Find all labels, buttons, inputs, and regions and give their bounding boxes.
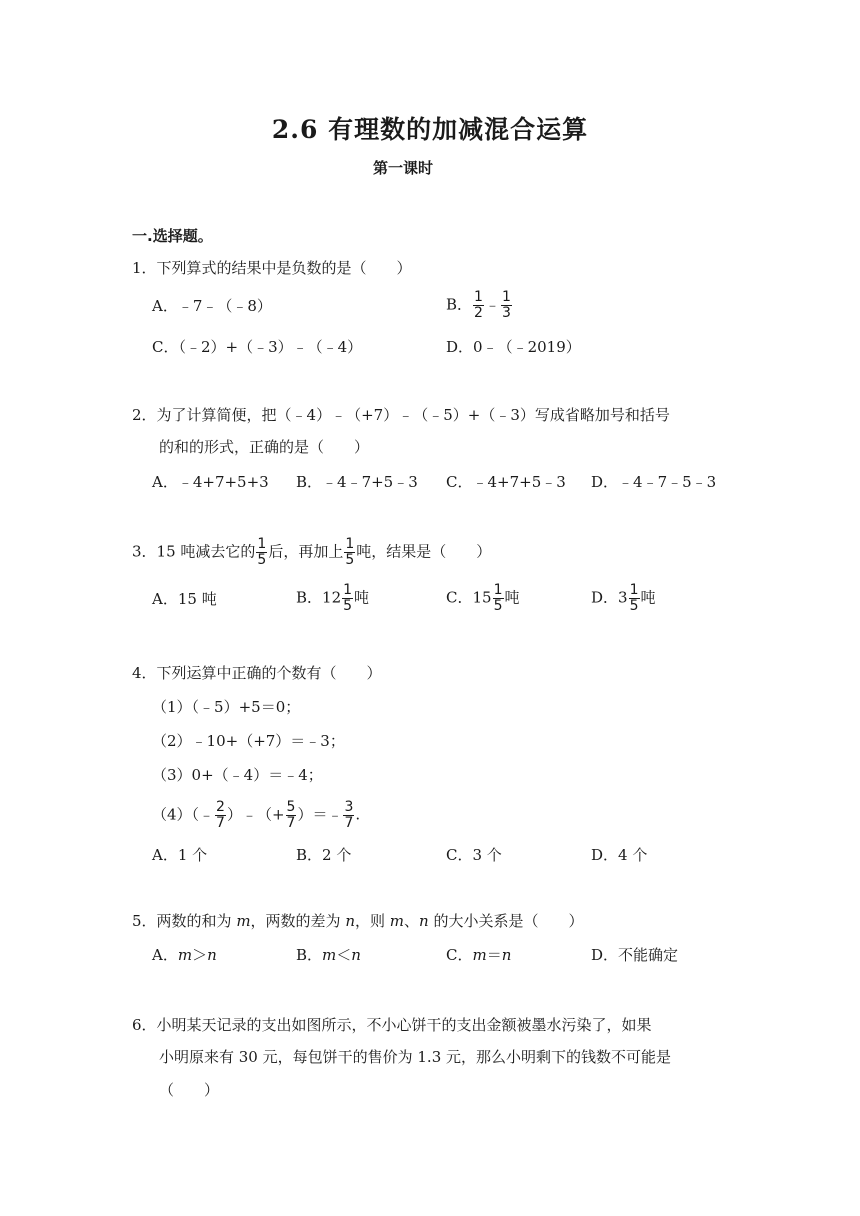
fraction-denominator: 7	[286, 815, 296, 831]
q2-option-a: A．﹣4+7+5+3	[152, 473, 269, 491]
fraction-numerator: 3	[344, 799, 354, 815]
q5-option-a	[152, 945, 217, 965]
fraction-numerator: 2	[216, 799, 225, 815]
fraction-numerator: 1	[493, 582, 503, 598]
section-title: 一.选择题。	[132, 227, 213, 245]
fraction-numerator: 1	[257, 536, 267, 552]
page-subtitle: 第一课时	[373, 159, 434, 177]
unit: 吨	[504, 588, 520, 607]
relation-sign: ＜	[336, 946, 352, 964]
q5-stem-part: 的大小关系是（ ）	[428, 912, 584, 930]
fraction-denominator: 5	[493, 598, 503, 614]
variable-m: m	[472, 946, 487, 964]
q4-item-4-part: ）＝﹣	[297, 805, 343, 824]
option-prefix: C．	[446, 946, 473, 964]
q5-option-b	[296, 945, 361, 965]
variable-n: n	[501, 946, 512, 964]
variable-m: m	[236, 912, 251, 930]
fraction	[629, 583, 640, 614]
q4-item-4-part: ）﹣（+	[226, 805, 285, 824]
q3-stem-part: 吨，结果是（ ）	[356, 542, 492, 561]
unit: 吨	[354, 588, 370, 607]
q3-option-a: A．15 吨	[152, 590, 217, 608]
q1-option-a: A．﹣7﹣（﹣8）	[152, 297, 272, 315]
fraction-denominator: 5	[257, 552, 267, 568]
fraction	[473, 290, 484, 321]
q5-stem-part: 、	[404, 912, 420, 930]
q4-option-b: B．2 个	[296, 846, 352, 864]
q3-option-d	[591, 583, 656, 614]
fraction-denominator: 5	[345, 552, 355, 568]
option-prefix: B．12	[296, 588, 342, 607]
q4-item-2: （2）﹣10+（+7）＝﹣3；	[152, 732, 345, 750]
q4-item-3: （3）0+（﹣4）＝﹣4；	[152, 766, 323, 784]
unit: 吨	[640, 588, 656, 607]
q6-stem-line2: 小明原来有 30 元，每包饼干的售价为 1.3 元，那么小明剩下的钱数不可能是	[159, 1048, 672, 1066]
fraction-denominator: 5	[343, 598, 353, 614]
q1-option-b-prefix: B．	[446, 295, 473, 314]
q2-option-c: C．﹣4+7+5﹣3	[446, 473, 566, 491]
q1-stem: 1．下列算式的结果中是负数的是（ ）	[132, 259, 412, 277]
variable-m: m	[177, 946, 193, 964]
q4-item-4-part: （4）（﹣	[152, 805, 215, 824]
page-title: 2.6 有理数的加减混合运算	[271, 115, 589, 144]
fraction-numerator: 1	[501, 289, 511, 305]
q1-option-c: C．（﹣2）+（﹣3）﹣（﹣4）	[152, 338, 363, 356]
option-prefix: D．3	[591, 588, 628, 607]
fraction	[343, 800, 354, 831]
fraction	[493, 583, 504, 614]
minus-sign: ﹣	[484, 295, 500, 314]
q5-stem-part: ，两数的差为	[250, 912, 346, 930]
option-prefix: A．	[152, 946, 178, 964]
fraction-numerator: 1	[629, 582, 639, 598]
relation-sign: ＝	[486, 946, 502, 964]
q5-stem-part: 5．两数的和为	[132, 912, 237, 930]
q5-stem	[132, 911, 583, 931]
q4-item-4	[152, 800, 360, 831]
variable-n: n	[351, 946, 361, 964]
fraction	[256, 537, 267, 568]
q1-option-d: D．0﹣（﹣2019）	[446, 338, 581, 356]
fraction-denominator: 7	[344, 815, 354, 831]
fraction	[344, 537, 355, 568]
variable-n: n	[207, 946, 217, 964]
fraction	[215, 800, 226, 831]
q5-stem-part: ，则	[355, 912, 390, 930]
q4-item-4-part: .	[355, 805, 361, 824]
fraction-numerator: 1	[474, 289, 483, 305]
q5-option-d: D．不能确定	[591, 946, 679, 964]
q3-option-b	[296, 583, 369, 614]
relation-sign: ＞	[192, 946, 208, 964]
variable-m: m	[322, 946, 337, 964]
q2-stem-line2: 的和的形式，正确的是（ ）	[159, 438, 370, 456]
q5-option-c	[446, 945, 511, 965]
variable-n: n	[345, 912, 355, 930]
option-prefix: C．15	[446, 588, 492, 607]
fraction-numerator: 1	[343, 582, 353, 598]
q4-option-a: A．1 个	[152, 846, 208, 864]
q2-option-b: B．﹣4﹣7+5﹣3	[296, 473, 418, 491]
q2-stem-line1: 2．为了计算简便，把（﹣4）﹣（+7）﹣（﹣5）+（﹣3）写成省略加号和括号	[132, 406, 670, 424]
q1-option-b	[446, 290, 513, 321]
fraction-denominator: 7	[216, 815, 225, 831]
option-prefix: B．	[296, 946, 323, 964]
fraction	[342, 583, 353, 614]
q3-option-c	[446, 583, 520, 614]
q4-item-1: （1）（﹣5）+5＝0；	[152, 698, 301, 716]
fraction	[501, 290, 512, 321]
q3-stem-part: 后，再加上	[268, 542, 344, 561]
variable-m: m	[389, 912, 405, 930]
q6-stem-line1: 6．小明某天记录的支出如图所示，不小心饼干的支出金额被墨水污染了，如果	[132, 1016, 652, 1034]
fraction-denominator: 2	[474, 305, 483, 321]
q4-option-c: C．3 个	[446, 846, 502, 864]
q3-stem	[132, 537, 491, 568]
fraction-denominator: 3	[501, 305, 511, 321]
fraction	[286, 800, 297, 831]
fraction-numerator: 1	[345, 536, 355, 552]
q4-option-d: D．4 个	[591, 846, 648, 864]
variable-n: n	[419, 912, 429, 930]
fraction-numerator: 5	[286, 799, 296, 815]
fraction-denominator: 5	[629, 598, 639, 614]
q4-stem: 4．下列运算中正确的个数有（ ）	[132, 664, 382, 682]
q2-option-d: D．﹣4﹣7﹣5﹣3	[591, 473, 717, 491]
q6-stem-line3: （ ）	[159, 1081, 220, 1099]
q3-stem-part: 3．15 吨减去它的	[132, 542, 256, 561]
